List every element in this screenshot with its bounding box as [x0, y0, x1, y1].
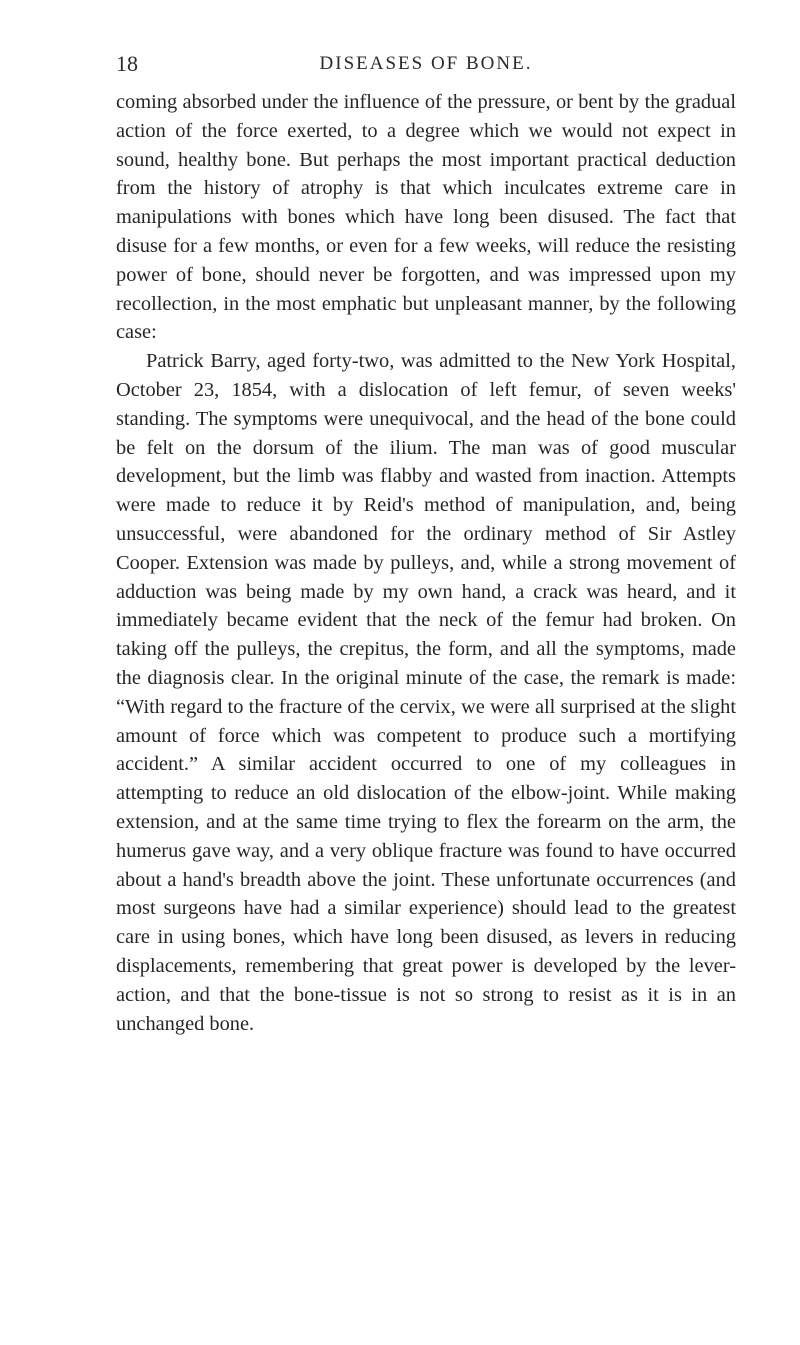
paragraph-case-report: Patrick Barry, aged forty-two, was admitted to the New York Hospital, October 23, 1854, with a dislocation of left femur, of seven weeks' standing. The symptoms were unequivocal, and the head of the bone could be felt on the dorsum of the ilium. The man was of good muscular development, but the limb was flabby and wasted from inaction. Attempts were made to reduce it by Reid's method of manipulation, and, being unsuccessful, were abandoned for the ordinary method of Sir Astley Cooper. Extension was made by pulleys, and, while a strong movement of adduction was being made by my own hand, a crack was heard, and it immediately became evident that the neck of the femur had broken. On taking off the pulleys, the crepitus, the form, and all the symptoms, made the diagnosis clear. In the original minute of the case, the remark is made: “With regard to the fracture of the cervix, we were all surprised at the slight amount of force which was competent to produce such a mortifying accident.” A similar accident occurred to one of my colleagues in attempting to reduce an old dislocation of the elbow-joint. While making extension, and at the same time trying to flex the forearm on the arm, the humerus gave way, and a very oblique fracture was found to have occurred about a hand's breadth above the joint. These unfortunate occurrences (and most surgeons have had a similar experience) should lead to the greatest care in using bones, which have long been disused, as levers in reducing displacements, remembering that great power is developed by the lever-action, and that the bone-tissue is not so strong to resist as it is in an unchanged bone.: [116, 350, 736, 1035]
paragraph-continuation: coming absorbed under the influence of the pressure, or bent by the gradual action of the force exerted, to a degree which we would not expect in sound, healthy bone. But perhaps the most important practical deduction from the history of atrophy is that which inculcates extreme care in manipulations with bones which have long been disused. The fact that disuse for a few months, or even for a few weeks, will reduce the resisting power of bone, should never be forgotten, and was impressed upon my recollection, in the most emphatic but unpleasant manner, by the following case:: [116, 91, 736, 344]
running-head: DISEASES OF BONE.: [319, 53, 533, 74]
page-number: 18: [116, 51, 138, 76]
page-header: [116, 52, 736, 76]
body-text: [116, 88, 736, 1038]
